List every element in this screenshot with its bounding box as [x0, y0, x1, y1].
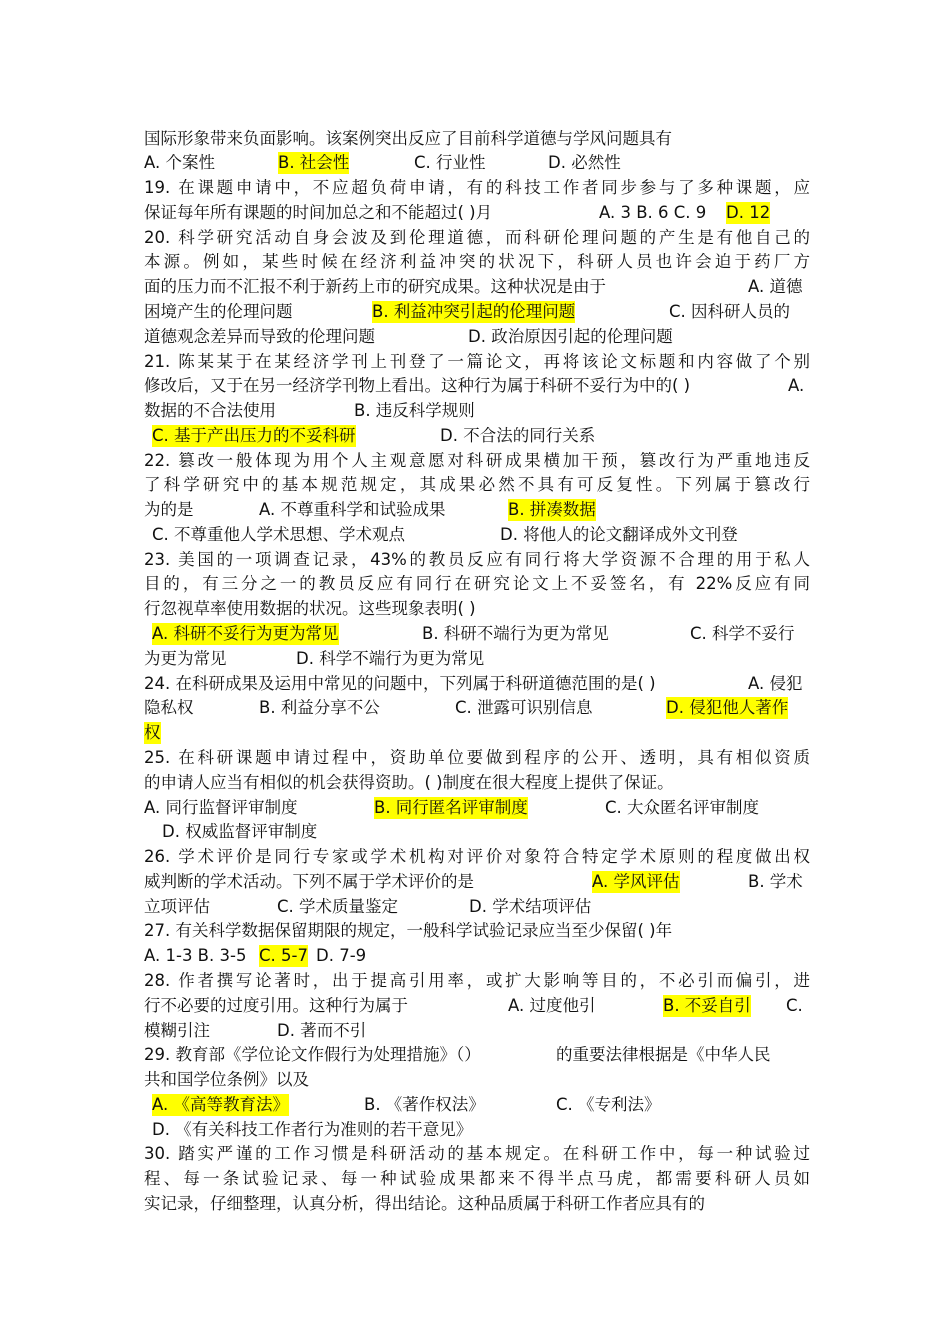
option-text: D. 《有关科技工作者行为准则的若干意见》 [152, 1120, 473, 1139]
line-text: 的申请人应当有相似的机会获得资助。( )制度在很大程度上提供了保证。 [144, 773, 674, 792]
option-text: D. 政治原因引起的伦理问题 [468, 327, 673, 346]
option-text: 数据的不合法使用 [144, 401, 276, 420]
highlighted-answer: B. 社会性 [278, 153, 350, 172]
option-text: D. 科学不端行为更为常见 [296, 649, 485, 668]
option-text: D. 必然性 [548, 153, 621, 172]
line-text: 共和国学位条例》以及 [144, 1070, 309, 1089]
line-text: 27. 有关科学数据保留期限的规定，一般科学试验记录应当至少保留( )年 [144, 921, 673, 940]
text-line [144, 573, 810, 595]
option-text: C. 《专利法》 [556, 1095, 661, 1114]
option-text: 道德观念差异而导致的伦理问题 [144, 327, 375, 346]
highlighted-answer: A. 《高等教育法》 [152, 1095, 289, 1114]
option-text: 为的是 [144, 500, 194, 519]
highlighted-answer: B. 不妥自引 [663, 996, 751, 1015]
text-line [144, 177, 810, 199]
text-line [144, 1069, 810, 1091]
text-line [144, 549, 810, 571]
line-text: 国际形象带来负面影响。该案例突出反应了目前科学道德与学风问题具有 [144, 129, 672, 148]
text-line [144, 846, 810, 868]
option-text: A. 同行监督评审制度 [144, 798, 298, 817]
line-text: 23. 美国的一项调查记录，43%的教员反应有同行将大学资源不合理的用于私人 [144, 550, 810, 569]
line-text: 28. 作者撰写论著时，出于提高引用率，或扩大影响等目的，不必引而偏引，进 [144, 971, 810, 990]
line-text: 实记录，仔细整理，认真分析，得出结论。这种品质属于科研工作者应具有的 [144, 1194, 705, 1213]
option-text: D. 7-9 [316, 946, 367, 965]
option-text: D. 将他人的论文翻译成外文刊登 [500, 525, 738, 544]
option-text: B. 科研不端行为更为常见 [422, 624, 609, 643]
highlighted-answer: C. 5-7 [259, 946, 308, 965]
option-text: A. 1-3 B. 3-5 [144, 946, 247, 965]
highlighted-answer: B. 同行匿名评审制度 [374, 798, 528, 817]
option-text: 为更为常见 [144, 649, 227, 668]
text-line [144, 474, 810, 496]
line-text: 30. 踏实严谨的工作习惯是科研活动的基本规定。在科研工作中，每一种试验过 [144, 1144, 810, 1163]
highlighted-answer: 权 [144, 723, 161, 742]
option-text: 的重要法律根据是《中华人民 [556, 1045, 771, 1064]
option-text: C. 不尊重他人学术思想、学术观点 [152, 525, 406, 544]
option-text: C. 泄露可识别信息 [455, 698, 593, 717]
text-line [144, 351, 810, 373]
highlighted-answer: B. 拼凑数据 [508, 500, 596, 519]
option-text: A. 3 B. 6 C. 9 [599, 203, 707, 222]
text-line [144, 598, 810, 620]
text-line [144, 1193, 810, 1215]
line-text: 了科学研究中的基本规范规定，其成果必然不具有可反复性。下列属于篡改行 [144, 475, 810, 494]
text-line [144, 772, 810, 794]
option-text: A. 侵犯 [748, 674, 803, 693]
line-text: 本源。例如，某些时候在经济利益冲突的状况下，科研人员也许会迫于药厂方 [144, 252, 810, 271]
line-text: 25. 在科研课题申请过程中，资助单位要做到程序的公开、透明，具有相似资质 [144, 748, 810, 767]
line-text: 20. 科学研究活动自身会波及到伦理道德，而科研伦理问题的产生是有他自己的 [144, 228, 810, 247]
option-text: C. [786, 996, 803, 1015]
text-line [144, 251, 810, 273]
text-line [144, 128, 810, 150]
line-text: 19. 在课题申请中，不应超负荷申请，有的科技工作者同步参与了多种课题，应 [144, 178, 810, 197]
highlighted-answer: B. 利益冲突引起的伦理问题 [372, 302, 576, 321]
text-line [144, 920, 810, 942]
option-text: B. 利益分享不公 [259, 698, 380, 717]
text-line [144, 1143, 810, 1165]
line-text: 21. 陈某某于在某经济学刊上刊登了一篇论文，再将该论文标题和内容做了个别 [144, 352, 810, 371]
line-text: 26. 学术评价是同行专家或学术机构对评价对象符合特定学术原则的程度做出权 [144, 847, 810, 866]
text-line [144, 227, 810, 249]
text-line [144, 970, 810, 992]
option-text: 面的压力而不汇报不利于新药上市的研究成果。这种状况是由于 [144, 277, 606, 296]
option-text: 模糊引注 [144, 1021, 210, 1040]
highlighted-answer: D. 12 [726, 203, 771, 222]
option-text: 24. 在科研成果及运用中常见的问题中，下列属于科研道德范围的是( ) [144, 674, 656, 693]
option-text: 29. 教育部《学位论文作假行为处理措施》（） [144, 1045, 481, 1064]
line-text: 行忽视草率使用数据的状况。这些现象表明( ) [144, 599, 476, 618]
option-text: 隐私权 [144, 698, 194, 717]
option-text: A. 不尊重科学和试验成果 [259, 500, 446, 519]
option-text: A. 道德 [748, 277, 803, 296]
highlighted-answer: C. 基于产出压力的不妥科研 [152, 426, 356, 445]
option-text: A. 过度他引 [508, 996, 596, 1015]
highlighted-answer: A. 科研不妥行为更为常见 [152, 624, 339, 643]
highlighted-answer: A. 学风评估 [592, 872, 680, 891]
option-text: 威判断的学术活动。下列不属于学术评价的是 [144, 872, 474, 891]
line-text: 目的，有三分之一的教员反应有同行在研究论文上不妥签名，有 22%反应有同 [144, 574, 810, 593]
option-text: C. 行业性 [414, 153, 486, 172]
line-text: 22. 篡改一般体现为用个人主观意愿对科研成果横加干预，篡改行为严重地违反 [144, 451, 810, 470]
text-line [144, 747, 810, 769]
option-text: 困境产生的伦理问题 [144, 302, 293, 321]
option-text: C. 因科研人员的 [669, 302, 791, 321]
option-text: C. 大众匿名评审制度 [605, 798, 760, 817]
option-text: D. 学术结项评估 [469, 897, 592, 916]
highlighted-answer: D. 侵犯他人著作 [666, 698, 789, 717]
text-line [144, 450, 810, 472]
option-text: A. [788, 376, 805, 395]
option-text: 行不必要的过度引用。这种行为属于 [144, 996, 408, 1015]
option-text: B. 违反科学规则 [354, 401, 475, 420]
option-text: C. 科学不妥行 [690, 624, 795, 643]
option-text: 立项评估 [144, 897, 210, 916]
option-text: B. 学术 [748, 872, 803, 891]
option-text: 保证每年所有课题的时间加总之和不能超过( )月 [144, 203, 493, 222]
option-text: C. 学术质量鉴定 [277, 897, 399, 916]
option-text: D. 著而不引 [277, 1021, 367, 1040]
option-text: D. 权威监督评审制度 [162, 822, 318, 841]
option-text: D. 不合法的同行关系 [440, 426, 596, 445]
text-line [144, 1168, 810, 1190]
line-text: 程、每一条试验记录、每一种试验成果都来不得半点马虎，都需要科研人员如 [144, 1169, 810, 1188]
option-text: B. 《著作权法》 [364, 1095, 485, 1114]
option-text: A. 个案性 [144, 153, 215, 172]
option-text: 修改后，又于在另一经济学刊物上看出。这种行为属于科研不妥行为中的( ) [144, 376, 691, 395]
